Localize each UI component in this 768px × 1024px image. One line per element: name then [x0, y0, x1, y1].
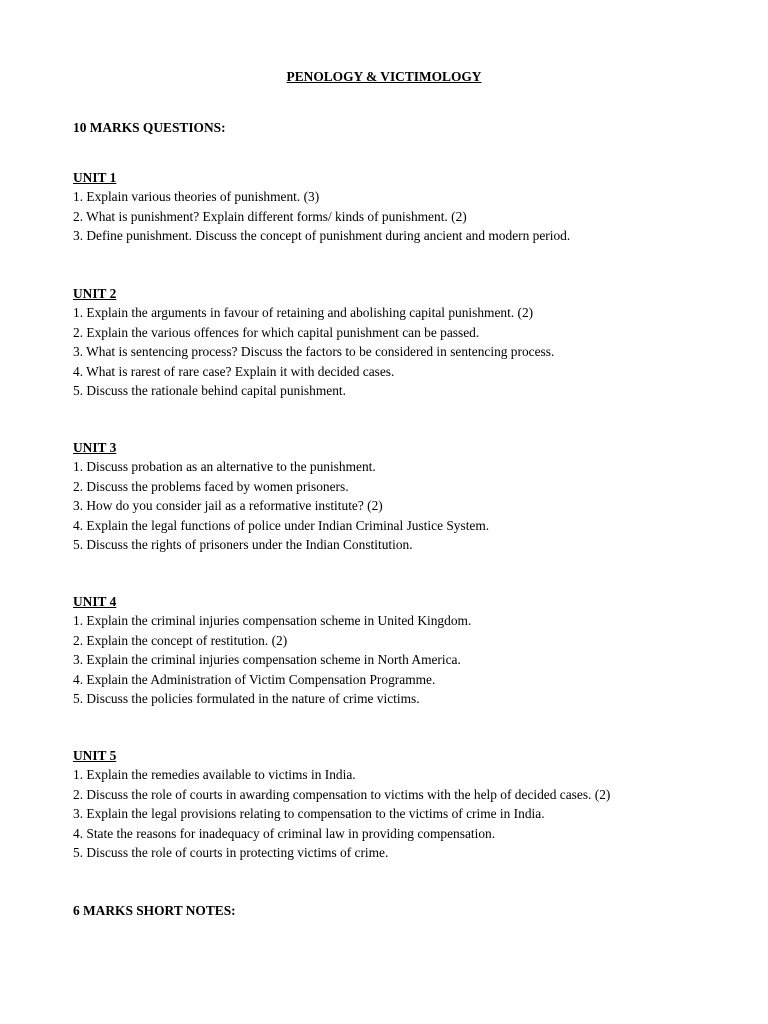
question-item: 3. Explain the legal provisions relating to compensation to the victims of crime in India.	[73, 806, 545, 822]
unit-heading: UNIT 3	[73, 440, 117, 455]
question-item: 5. Discuss the rationale behind capital punishment.	[73, 382, 346, 398]
question-item: 4. Explain the legal functions of police under Indian Criminal Justice System.	[73, 517, 490, 533]
question-item: 5. Discuss the role of courts in protecting victims of crime.	[73, 844, 389, 860]
question-item: 4. Explain the Administration of Victim Compensation Programme.	[73, 671, 436, 687]
question-item: 5. Discuss the rights of prisoners under the Indian Constitution.	[73, 536, 413, 552]
unit-3	[73, 438, 753, 554]
question-item: 3. How do you consider jail as a reformative institute? (2)	[73, 498, 383, 514]
section-heading-10-marks: 10 MARKS QUESTIONS:	[73, 120, 226, 135]
question-item: 3. What is sentencing process? Discuss the factors to be considered in sentencing process.	[73, 344, 555, 360]
question-item: 2. Explain the concept of restitution. (2)	[73, 632, 288, 648]
question-item: 1. Discuss probation as an alternative to the punishment.	[73, 459, 376, 475]
question-item: 2. What is punishment? Explain different forms/ kinds of punishment. (2)	[73, 208, 467, 224]
unit-1	[73, 168, 753, 246]
section-heading-6-marks: 6 MARKS SHORT NOTES:	[73, 903, 236, 918]
question-item: 2. Discuss the role of courts in awarding compensation to victims with the help of decided cases. (2)	[73, 786, 611, 802]
question-item: 4. What is rarest of rare case? Explain it with decided cases.	[73, 363, 395, 379]
unit-heading: UNIT 5	[73, 748, 117, 763]
question-item: 2. Discuss the problems faced by women prisoners.	[73, 478, 349, 494]
question-item: 3. Explain the criminal injuries compensation scheme in North America.	[73, 652, 461, 668]
unit-heading: UNIT 2	[73, 286, 117, 301]
document-title: PENOLOGY & VICTIMOLOGY	[286, 69, 482, 84]
question-item: 2. Explain the various offences for which capital punishment can be passed.	[73, 324, 480, 340]
unit-4	[73, 592, 753, 708]
question-item: 4. State the reasons for inadequacy of criminal law in providing compensation.	[73, 825, 496, 841]
question-item: 1. Explain the remedies available to victims in India.	[73, 767, 356, 783]
question-item: 5. Discuss the policies formulated in the nature of crime victims.	[73, 690, 420, 706]
unit-heading: UNIT 4	[73, 594, 117, 609]
question-item: 3. Define punishment. Discuss the concept of punishment during ancient and modern period.	[73, 228, 571, 244]
question-item: 1. Explain the criminal injuries compensation scheme in United Kingdom.	[73, 613, 472, 629]
unit-heading: UNIT 1	[73, 170, 117, 185]
question-item: 1. Explain various theories of punishment. (3)	[73, 189, 320, 205]
unit-2	[73, 284, 753, 400]
question-item: 1. Explain the arguments in favour of retaining and abolishing capital punishment. (2)	[73, 305, 534, 321]
unit-5	[73, 746, 753, 862]
